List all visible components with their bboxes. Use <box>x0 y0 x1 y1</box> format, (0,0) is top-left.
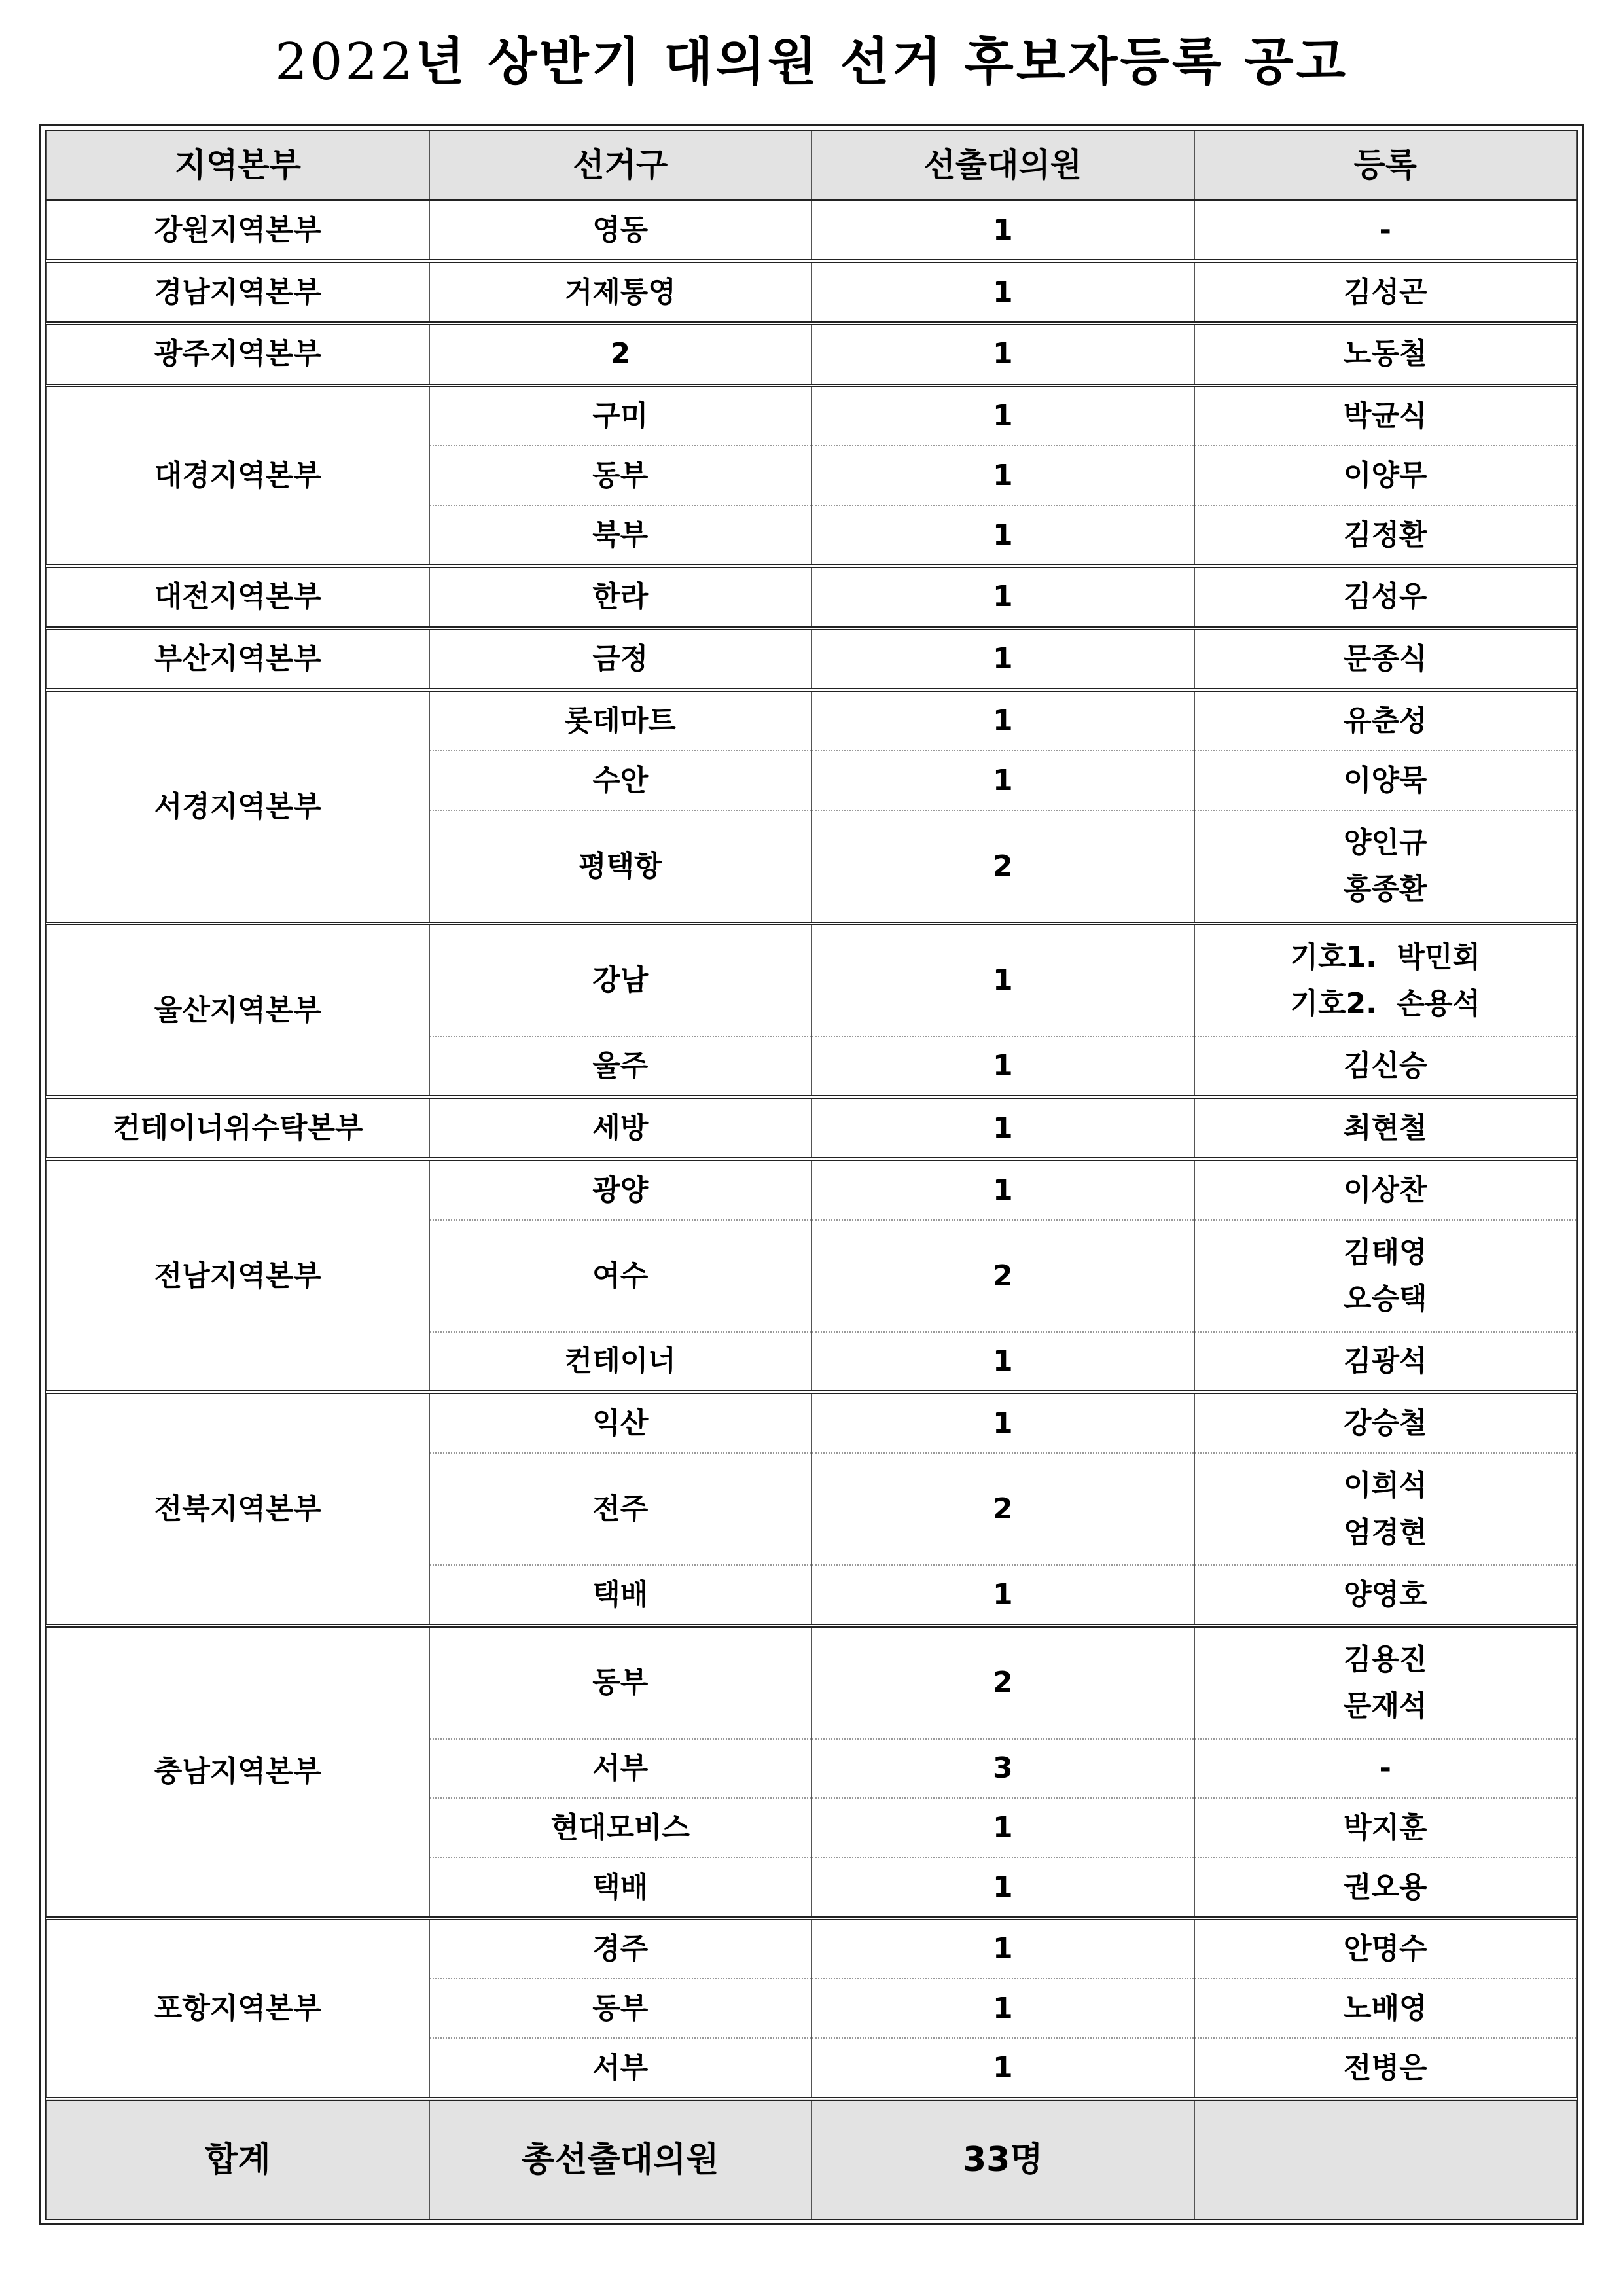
total-row <box>46 2099 1577 2219</box>
header-candidates: 등록 <box>1194 131 1577 200</box>
district-cell: 택배 <box>429 1857 812 1918</box>
candidates-cell <box>1194 200 1577 261</box>
candidate-name: 문재석 <box>1343 1689 1427 1723</box>
seats-cell: 1 <box>812 751 1194 810</box>
district-cell: 울주 <box>429 1037 812 1098</box>
district-cell: 경주 <box>429 1918 812 1979</box>
candidates-cell <box>1194 1918 1577 1979</box>
region-cell: 전남지역본부 <box>46 1159 429 1392</box>
seats-cell: 1 <box>812 1565 1194 1626</box>
table-row <box>46 1097 1577 1159</box>
district-cell: 택배 <box>429 1565 812 1626</box>
candidate-table <box>46 131 1577 2219</box>
candidates-cell <box>1194 1798 1577 1857</box>
candidate-name: 안명수 <box>1343 1932 1427 1966</box>
candidate-name: 유춘성 <box>1343 704 1427 738</box>
seats-cell: 1 <box>812 446 1194 505</box>
table-body <box>46 200 1577 2100</box>
total-sub-label: 총선출대의원 <box>429 2099 812 2219</box>
table-row <box>46 386 1577 446</box>
candidate-name: 기호1. 박민회 <box>1290 940 1480 974</box>
candidate-name: 노동철 <box>1343 337 1427 371</box>
table-row <box>46 566 1577 628</box>
header-seats: 선출대의원 <box>812 131 1194 200</box>
seats-cell: 1 <box>812 628 1194 691</box>
candidates-cell <box>1194 690 1577 751</box>
district-cell: 롯데마트 <box>429 690 812 751</box>
seats-cell: 1 <box>812 1097 1194 1159</box>
district-cell: 수안 <box>429 751 812 810</box>
candidates-cell <box>1194 2038 1577 2099</box>
candidate-name: 이희석 <box>1343 1469 1427 1503</box>
candidates-cell <box>1194 1979 1577 2038</box>
candidates-cell <box>1194 924 1577 1037</box>
seats-cell: 1 <box>812 690 1194 751</box>
district-cell: 2 <box>429 323 812 386</box>
seats-cell: 1 <box>812 1037 1194 1098</box>
candidates-cell <box>1194 566 1577 628</box>
region-cell: 울산지역본부 <box>46 924 429 1098</box>
candidate-name: 홍종환 <box>1343 872 1427 906</box>
seats-cell: 1 <box>812 1857 1194 1918</box>
candidate-name: 노배영 <box>1343 1991 1427 2025</box>
table-row <box>46 261 1577 323</box>
candidates-cell <box>1194 1220 1577 1332</box>
district-cell: 한라 <box>429 566 812 628</box>
seats-cell: 1 <box>812 1979 1194 2038</box>
candidate-name: 이양묵 <box>1343 763 1427 797</box>
table-row <box>46 1626 1577 1739</box>
candidate-name: 김신승 <box>1343 1049 1427 1083</box>
candidates-cell <box>1194 323 1577 386</box>
seats-cell: 1 <box>812 2038 1194 2099</box>
region-cell: 서경지역본부 <box>46 690 429 923</box>
district-cell: 익산 <box>429 1392 812 1453</box>
candidate-name: 박균식 <box>1343 399 1427 433</box>
candidates-cell <box>1194 1565 1577 1626</box>
seats-cell: 1 <box>812 1392 1194 1453</box>
seats-cell: 2 <box>812 1626 1194 1739</box>
candidate-name: 문종식 <box>1343 642 1427 676</box>
table-row <box>46 690 1577 751</box>
candidate-name: 최현철 <box>1343 1111 1427 1145</box>
district-cell: 컨테이너 <box>429 1332 812 1393</box>
region-cell: 전북지역본부 <box>46 1392 429 1625</box>
district-cell: 구미 <box>429 386 812 446</box>
candidates-cell <box>1194 386 1577 446</box>
seats-cell: 1 <box>812 386 1194 446</box>
district-cell: 세방 <box>429 1097 812 1159</box>
seats-cell: 1 <box>812 261 1194 323</box>
district-cell: 전주 <box>429 1453 812 1565</box>
candidate-name: 김성우 <box>1343 580 1427 614</box>
seats-cell: 1 <box>812 1798 1194 1857</box>
candidate-name: 이양무 <box>1343 458 1427 492</box>
region-cell: 경남지역본부 <box>46 261 429 323</box>
district-cell: 동부 <box>429 1979 812 2038</box>
total-candidates <box>1194 2099 1577 2219</box>
candidates-cell <box>1194 1392 1577 1453</box>
candidates-cell <box>1194 1159 1577 1220</box>
district-cell: 현대모비스 <box>429 1798 812 1857</box>
region-cell: 대전지역본부 <box>46 566 429 628</box>
candidate-name: 이상찬 <box>1343 1173 1427 1207</box>
seats-cell: 1 <box>812 1332 1194 1393</box>
table-inner-frame <box>45 130 1578 2220</box>
candidates-cell <box>1194 628 1577 691</box>
candidates-cell <box>1194 1626 1577 1739</box>
seats-cell: 3 <box>812 1739 1194 1799</box>
region-cell: 컨테이너위수탁본부 <box>46 1097 429 1159</box>
district-cell: 영동 <box>429 200 812 261</box>
candidate-name: 오승택 <box>1343 1282 1427 1316</box>
candidate-name: - <box>1379 1751 1391 1785</box>
district-cell: 동부 <box>429 446 812 505</box>
seats-cell: 2 <box>812 1453 1194 1565</box>
total-value: 33명 <box>812 2099 1194 2219</box>
table-row <box>46 628 1577 691</box>
region-cell: 충남지역본부 <box>46 1626 429 1918</box>
district-cell: 여수 <box>429 1220 812 1332</box>
candidate-name: 김태영 <box>1343 1235 1427 1269</box>
region-cell: 광주지역본부 <box>46 323 429 386</box>
candidate-name: 권오용 <box>1343 1870 1427 1904</box>
table-row <box>46 200 1577 261</box>
candidates-cell <box>1194 1857 1577 1918</box>
candidate-name: 엄경현 <box>1343 1515 1427 1549</box>
candidates-cell <box>1194 446 1577 505</box>
title-text: 년 상반기 대의원 선거 후보자등록 공고 <box>415 33 1348 92</box>
district-cell: 서부 <box>429 2038 812 2099</box>
header-row <box>46 131 1577 200</box>
seats-cell: 1 <box>812 566 1194 628</box>
district-cell: 평택항 <box>429 810 812 924</box>
district-cell: 동부 <box>429 1626 812 1739</box>
candidate-name: 양인규 <box>1343 825 1427 859</box>
candidates-cell <box>1194 261 1577 323</box>
candidate-name: 김용진 <box>1343 1642 1427 1676</box>
candidates-cell <box>1194 1739 1577 1799</box>
table-row <box>46 323 1577 386</box>
seats-cell: 1 <box>812 1918 1194 1979</box>
table-row <box>46 1918 1577 1979</box>
candidates-cell <box>1194 810 1577 924</box>
district-cell: 광양 <box>429 1159 812 1220</box>
district-cell: 북부 <box>429 505 812 566</box>
candidate-name: 전병은 <box>1343 2051 1427 2085</box>
candidate-name: 김성곤 <box>1343 275 1427 309</box>
table-row <box>46 1159 1577 1220</box>
seats-cell: 2 <box>812 1220 1194 1332</box>
candidates-cell <box>1194 1097 1577 1159</box>
district-cell: 거제통영 <box>429 261 812 323</box>
region-cell: 대경지역본부 <box>46 386 429 566</box>
candidate-name: 박지훈 <box>1343 1810 1427 1844</box>
header-region: 지역본부 <box>46 131 429 200</box>
candidate-name: 강승철 <box>1343 1407 1427 1441</box>
table-row <box>46 924 1577 1037</box>
total-label: 합계 <box>46 2099 429 2219</box>
candidate-name: - <box>1379 213 1391 247</box>
table-frame <box>39 124 1584 2225</box>
region-cell: 포항지역본부 <box>46 1918 429 2099</box>
seats-cell: 1 <box>812 1159 1194 1220</box>
header-district: 선거구 <box>429 131 812 200</box>
candidates-cell <box>1194 1453 1577 1565</box>
seats-cell: 1 <box>812 200 1194 261</box>
region-cell: 강원지역본부 <box>46 200 429 261</box>
candidate-name: 양영호 <box>1343 1577 1427 1611</box>
title-year: 2022 <box>275 33 416 92</box>
candidates-cell <box>1194 751 1577 810</box>
candidate-name: 김광석 <box>1343 1344 1427 1378</box>
seats-cell: 1 <box>812 924 1194 1037</box>
seats-cell: 2 <box>812 810 1194 924</box>
region-cell: 부산지역본부 <box>46 628 429 691</box>
district-cell: 서부 <box>429 1739 812 1799</box>
district-cell: 강남 <box>429 924 812 1037</box>
candidates-cell <box>1194 1037 1577 1098</box>
seats-cell: 1 <box>812 505 1194 566</box>
district-cell: 금정 <box>429 628 812 691</box>
candidates-cell <box>1194 505 1577 566</box>
seats-cell: 1 <box>812 323 1194 386</box>
page-title <box>0 26 1623 98</box>
candidates-cell <box>1194 1332 1577 1393</box>
candidate-name: 기호2. 손용석 <box>1290 987 1480 1021</box>
candidate-name: 김정환 <box>1343 518 1427 552</box>
table-row <box>46 1392 1577 1453</box>
